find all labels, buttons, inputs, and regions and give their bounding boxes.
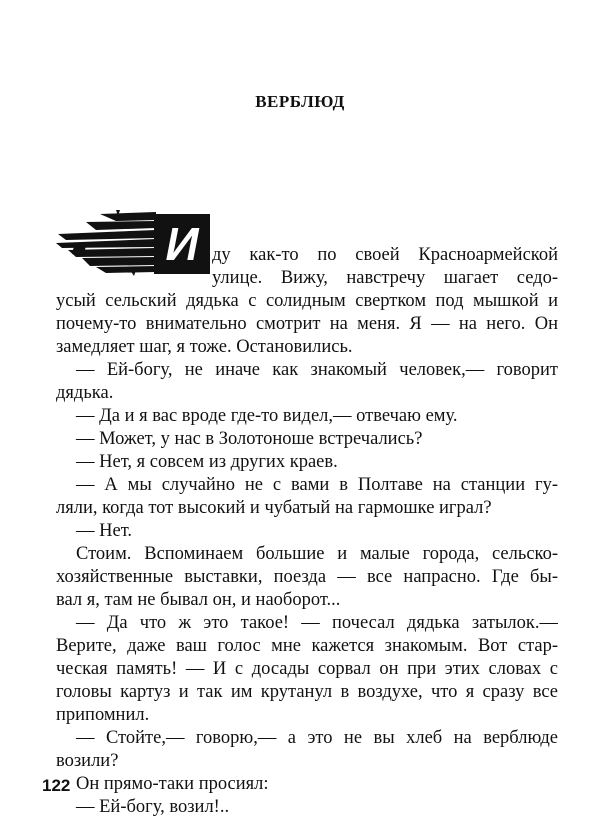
text-line: замедляет шаг, я тоже. Остановились. [56, 337, 353, 357]
text-line: дядька. [56, 383, 114, 403]
text-line: — Может, у нас в Золотоноше встречались? [76, 429, 423, 449]
text-line: — Да и я вас вроде где-то видел,— отвечаю ему. [76, 406, 458, 426]
text-line: — Да что ж это такое! — почесал дядька затылок.— [76, 613, 558, 633]
text-line: возили? [56, 751, 119, 771]
chapter-title: ВЕРБЛЮД [255, 92, 345, 111]
text-line: припомнил. [56, 705, 150, 725]
body-text [56, 0, 558, 829]
text-line: хозяйственные выставки, поезда — все напрасно. Где бы- [56, 567, 558, 587]
text-line: — Нет, я совсем из других краев. [76, 452, 338, 472]
drop-cap-letter: И [165, 218, 199, 270]
text-line: улице. Вижу, навстречу шагает седо- [212, 268, 558, 288]
text-line: — Ей-богу, не иначе как знакомый человек,— говорит [76, 360, 558, 380]
page-number: 122 [42, 776, 71, 795]
text-line: усый сельский дядька с солидным свертком под мышкой и [56, 291, 558, 311]
text-line: Стоим. Вспоминаем большие и малые города, сельско- [76, 544, 558, 564]
text-line: Верите, даже ваш голос мне кажется знакомым. Вот стар- [56, 636, 558, 656]
text-line: — Стойте,— говорю,— а это не вы хлеб на верблюде [76, 728, 558, 748]
text-line: вал я, там не бывал он, и наоборот... [56, 590, 341, 610]
text-line: ду как-то по своей Красноармейской [212, 245, 558, 265]
text-line: ческая память! — И с досады сорвал он при этих словах с [56, 659, 558, 679]
text-line: ляли, когда тот высокий и чубатый на гармошке играл? [56, 498, 492, 518]
text-line: почему-то внимательно смотрит на меня. Я — на него. Он [56, 314, 558, 334]
text-line: — Ей-богу, возил!.. [76, 797, 230, 817]
text-line: — А мы случайно не с вами в Полтаве на станции гу- [76, 475, 558, 495]
text-line: головы картуз и так им крутанул в воздухе, что я сразу все [56, 682, 558, 702]
text-line: Он прямо-таки просиял: [76, 774, 269, 794]
text-line: — Нет. [76, 521, 133, 541]
